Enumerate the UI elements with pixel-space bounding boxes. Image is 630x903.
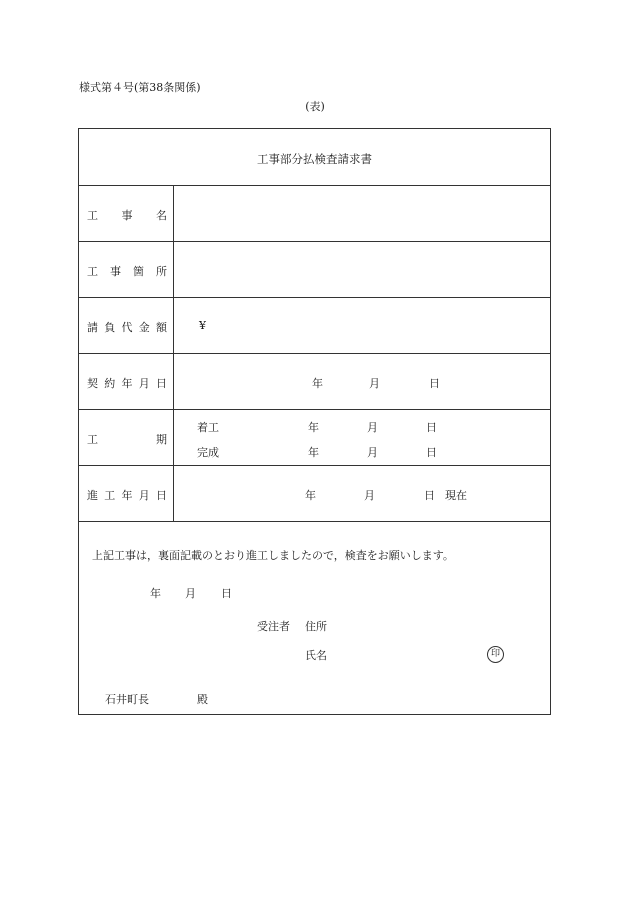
row-divider bbox=[79, 409, 550, 410]
label-construction-period: 工 期 bbox=[87, 433, 167, 446]
row-divider bbox=[79, 185, 550, 186]
contract-day-unit: 日 bbox=[429, 377, 440, 390]
row-divider bbox=[79, 297, 550, 298]
column-divider bbox=[173, 185, 174, 521]
label-contract-date: 契 約 年 月 日 bbox=[87, 377, 167, 390]
start-day-unit: 日 bbox=[426, 421, 437, 434]
label-construction-location: 工 事 箇 所 bbox=[87, 265, 167, 278]
request-year-unit: 年 bbox=[150, 587, 161, 600]
form-number: 様式第４号(第38条関係) bbox=[79, 81, 201, 94]
progress-year-unit: 年 bbox=[305, 489, 316, 502]
contract-month-unit: 月 bbox=[369, 377, 380, 390]
contractor-role: 受注者 bbox=[257, 620, 290, 633]
addressee-name: 石井町長 bbox=[105, 693, 149, 706]
request-statement: 上記工事は，裏面記載のとおり進工しましたので，検査をお願いします。 bbox=[92, 549, 454, 562]
request-month-unit: 月 bbox=[185, 587, 196, 600]
row-divider bbox=[79, 353, 550, 354]
yen-sign: ¥ bbox=[199, 319, 206, 332]
label-construction-name: 工 事 名 bbox=[87, 209, 167, 222]
end-day-unit: 日 bbox=[426, 446, 437, 459]
request-day-unit: 日 bbox=[221, 587, 232, 600]
name-label: 氏名 bbox=[305, 649, 327, 662]
label-progress-date: 進 工 年 月 日 bbox=[87, 489, 167, 502]
start-label: 着工 bbox=[197, 421, 219, 434]
form-frame bbox=[78, 128, 551, 715]
seal-mark: 印 bbox=[487, 646, 504, 663]
address-label: 住所 bbox=[305, 620, 327, 633]
progress-as-of: 現在 bbox=[445, 489, 467, 502]
side-indicator: (表) bbox=[305, 100, 325, 113]
start-month-unit: 月 bbox=[367, 421, 378, 434]
contract-year-unit: 年 bbox=[312, 377, 323, 390]
row-divider bbox=[79, 521, 550, 522]
progress-day-unit: 日 bbox=[424, 489, 435, 502]
document-title: 工事部分払検査請求書 bbox=[257, 152, 372, 166]
progress-month-unit: 月 bbox=[364, 489, 375, 502]
end-label: 完成 bbox=[197, 446, 219, 459]
label-contract-amount: 請 負 代 金 額 bbox=[87, 321, 167, 334]
end-month-unit: 月 bbox=[367, 446, 378, 459]
start-year-unit: 年 bbox=[308, 421, 319, 434]
end-year-unit: 年 bbox=[308, 446, 319, 459]
row-divider bbox=[79, 241, 550, 242]
addressee-honorific: 殿 bbox=[197, 693, 208, 706]
row-divider bbox=[79, 465, 550, 466]
